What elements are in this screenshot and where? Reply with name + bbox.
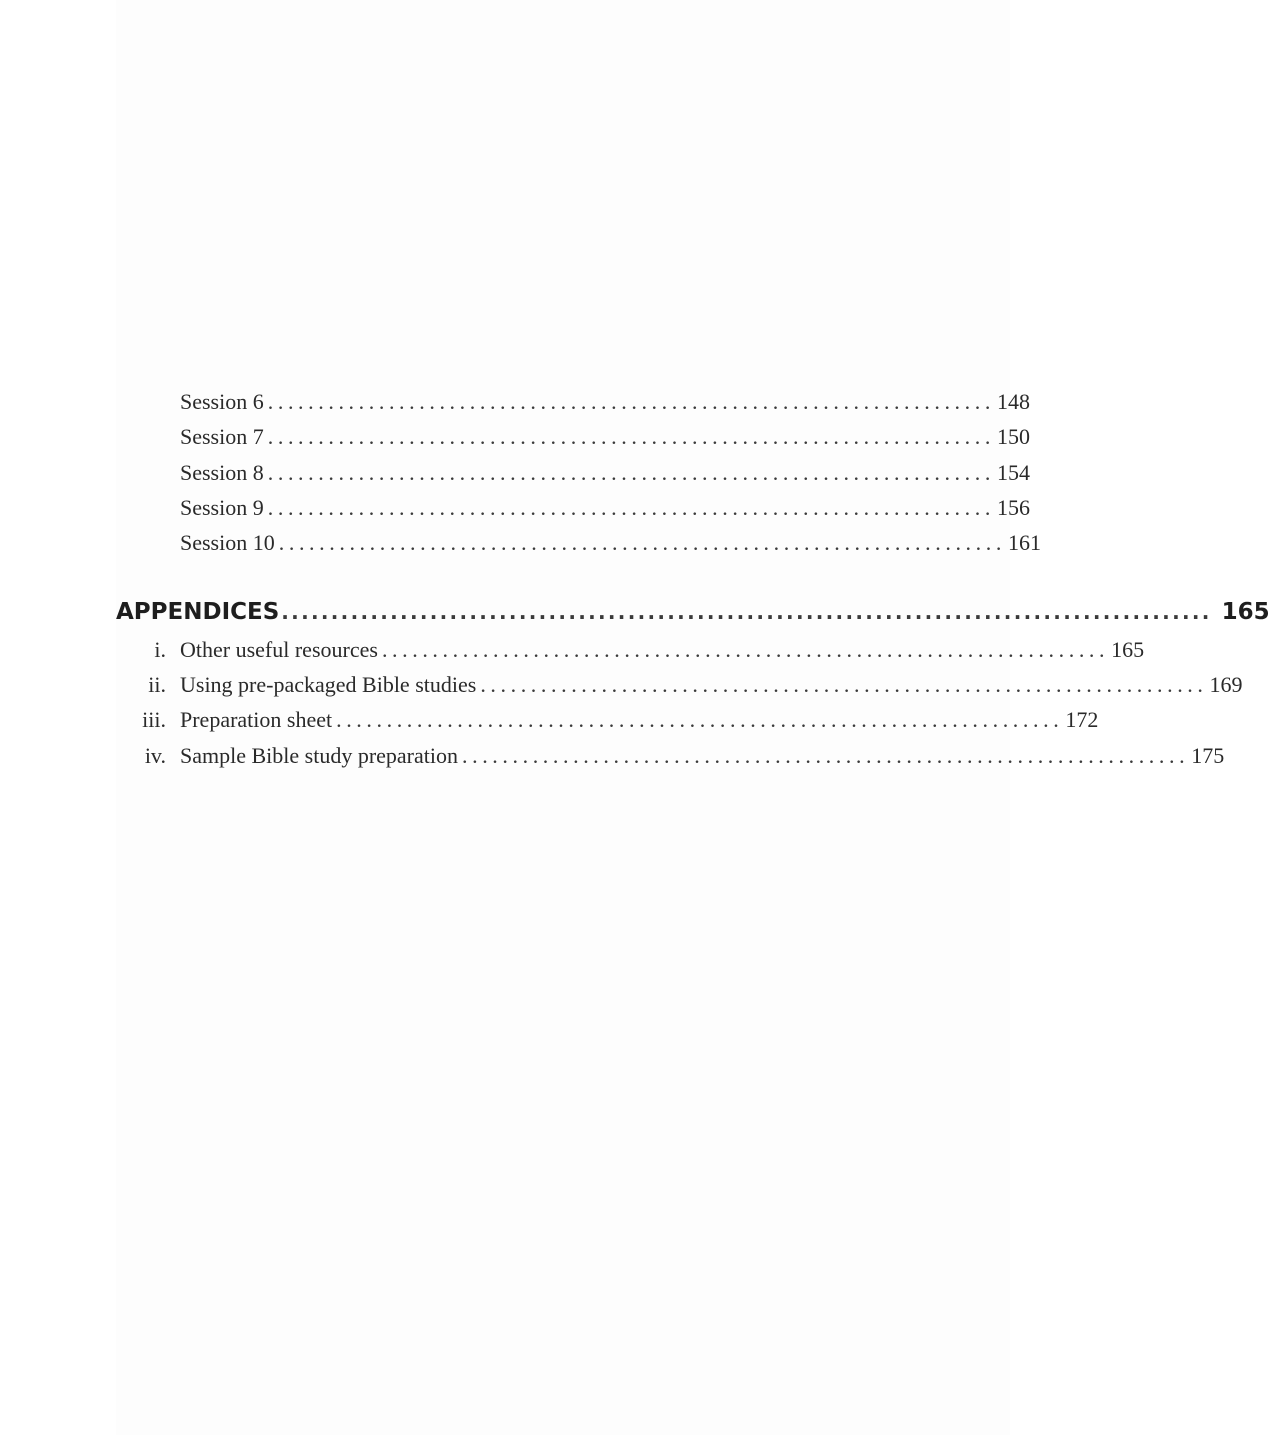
toc-entry-title: Using pre-packaged Bible studies bbox=[180, 672, 477, 697]
toc-entry-appendix-iii bbox=[116, 704, 1099, 736]
toc-entry-appendix-iv bbox=[116, 740, 1225, 772]
toc-entry-session-9 bbox=[116, 492, 1030, 524]
toc-entry-page: 150 bbox=[996, 424, 1030, 449]
dot-leader: ........................................................................ bbox=[267, 460, 995, 485]
dot-leader: ........................................................................ bbox=[336, 707, 1064, 732]
toc-entry-title: Session 7 bbox=[180, 424, 264, 449]
toc-entry-title: Preparation sheet bbox=[180, 707, 333, 732]
toc-entry-title: Session 8 bbox=[180, 460, 264, 485]
toc-entry-title: Session 6 bbox=[180, 389, 264, 414]
dot-leader: ........................................................................ bbox=[267, 495, 995, 520]
dot-leader: ........................................................................ bbox=[462, 743, 1190, 768]
toc-entry-title: Session 9 bbox=[180, 495, 264, 520]
appendix-numeral: i. bbox=[154, 637, 166, 662]
toc-entry-page: 156 bbox=[996, 495, 1030, 520]
dot-leader: ........................................................................ bbox=[381, 637, 1110, 662]
dot-leader: ........................................................................ bbox=[278, 530, 1006, 555]
section-heading-page: 165 bbox=[1221, 599, 1270, 625]
toc-entry-session-6 bbox=[116, 386, 1030, 418]
section-heading-title: APPENDICES bbox=[116, 599, 280, 625]
dot-leader: ........................................................................ bbox=[267, 424, 995, 449]
dot-leader: ........................................................................ bbox=[267, 389, 995, 414]
toc-entry-session-8 bbox=[116, 457, 1030, 489]
toc-entry-page: 165 bbox=[1111, 637, 1145, 662]
appendix-numeral: iv. bbox=[144, 743, 166, 768]
toc-entry-page: 175 bbox=[1191, 743, 1225, 768]
toc-entry-page: 154 bbox=[996, 460, 1030, 485]
section-heading-appendices bbox=[116, 594, 1270, 630]
toc-entry-page: 172 bbox=[1065, 707, 1099, 732]
toc-entry-appendix-ii bbox=[116, 669, 1243, 701]
toc-entry-appendix-i bbox=[116, 634, 1145, 666]
dot-leader: .............................................................................................. bbox=[281, 600, 1212, 624]
toc-entry-title: Other useful resources bbox=[180, 637, 378, 662]
toc-entry-page: 148 bbox=[996, 389, 1030, 414]
appendix-numeral: iii. bbox=[142, 707, 166, 732]
toc-entry-session-10 bbox=[116, 527, 1041, 559]
table-of-contents bbox=[116, 0, 1270, 1435]
toc-entry-title: Sample Bible study preparation bbox=[180, 743, 458, 768]
appendix-numeral: ii. bbox=[148, 672, 166, 697]
toc-entry-page: 169 bbox=[1209, 672, 1243, 697]
toc-entry-page: 161 bbox=[1007, 530, 1041, 555]
toc-entry-session-7 bbox=[116, 421, 1030, 453]
dot-leader: ........................................................................ bbox=[480, 672, 1208, 697]
toc-entry-title: Session 10 bbox=[180, 530, 275, 555]
